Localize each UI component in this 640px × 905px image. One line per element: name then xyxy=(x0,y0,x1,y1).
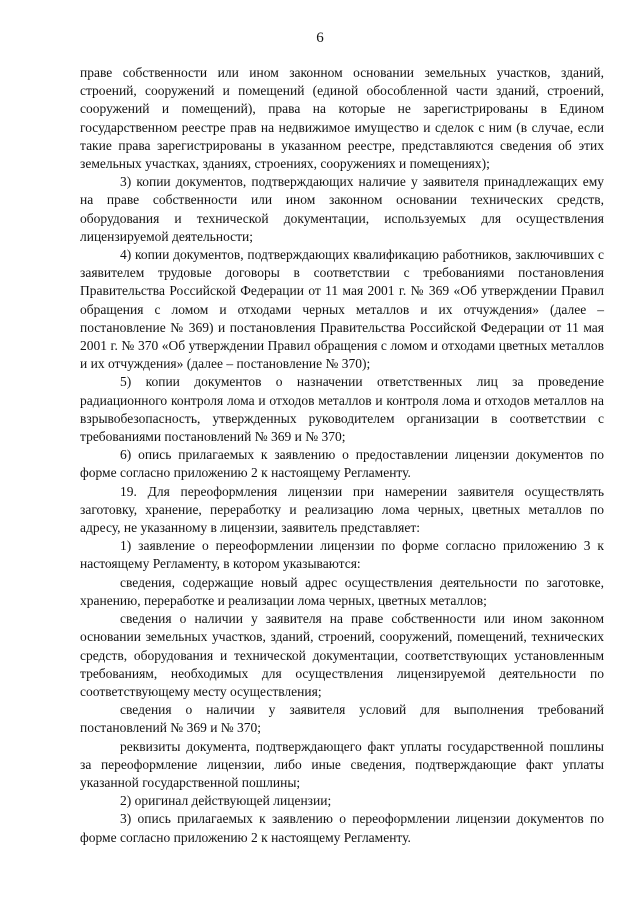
paragraph: 3) копии документов, подтверждающих наличие у заявителя принадлежащих ему на праве собственности или ином законном основании технических средств, оборудования и технической документации, используемых для осуществления лицензируемой деятельности; xyxy=(80,174,604,244)
paragraph: 5) копии документов о назначении ответственных лиц за проведение радиационного контроля лома и отходов металлов и контроля лома и отходов металлов на взрывобезопасность, утвержденных руководителем организации в соответствии с требованиями постановлений № 369 и № 370; xyxy=(80,374,604,445)
paragraph: сведения о наличии у заявителя условий для выполнения требований постановлений № 369 и № 370; xyxy=(80,702,604,736)
paragraph: 4) копии документов, подтверждающих квалификацию работников, заключивших с заявителем трудовые договоры в соответствии с требованиями постановления Правительства Российской Федерации от 11 мая 2001 г. № 369 «Об утверждении Правил обращения с ломом и отходами черных металлов и их отчуждения» (далее – постановление № 369) и постановления Правительства Российской Федерации от 11 мая 2001 г. № 370 «Об утверждении Правил обращения с ломом и отходами цветных металлов и их отчуждения» (далее – постановление № 370); xyxy=(80,247,604,372)
paragraph: 2) оригинал действующей лицензии; xyxy=(120,793,332,809)
document-body xyxy=(80,64,604,847)
paragraph: 6) опись прилагаемых к заявлению о предоставлении лицензии документов по форме согласно приложению 2 к настоящему Регламенту. xyxy=(80,447,604,481)
paragraph: сведения о наличии у заявителя на праве собственности или ином законном основании земельных участков, зданий, строений, сооружений, помещений, технических средств, оборудования и технической документации, соответствующих установленным требованиям, необходимых для осуществления лицензируемой деятельности по соответствующему месту осуществления; xyxy=(80,611,604,699)
paragraph: сведения, содержащие новый адрес осуществления деятельности по заготовке, хранению, переработке и реализации лома черных, цветных металлов; xyxy=(80,574,604,608)
paragraph: реквизиты документа, подтверждающего факт уплаты государственной пошлины за переоформление лицензии, либо иные сведения, подтверждающие факт уплаты указанной государственной пошлины; xyxy=(80,738,604,790)
paragraph: праве собственности или ином законном основании земельных участков, зданий, строений, сооружений и помещений (единой обособленной части зданий, строений, сооружений и помещений), права на которые не зарегистрированы в Едином государственном реестре прав на недвижимое имущество и сделок с ним (в случае, если такие права зарегистрированы в указанном реестре, представляются сведения об этих земельных участках, зданиях, строениях, сооружениях и помещениях); xyxy=(80,65,604,172)
paragraph: 3) опись прилагаемых к заявлению о переоформлении лицензии документов по форме согласно приложению 2 к настоящему Регламенту. xyxy=(80,811,604,845)
paragraph: 1) заявление о переоформлении лицензии по форме согласно приложению 3 к настоящему Регламенту, в котором указываются: xyxy=(80,538,604,572)
page-number: 6 xyxy=(316,30,324,46)
paragraph: 19. Для переоформления лицензии при намерении заявителя осуществлять заготовку, хранение, переработку и реализацию лома черных, цветных металлов по адресу, не указанному в лицензии, заявитель представляет: xyxy=(80,483,604,536)
